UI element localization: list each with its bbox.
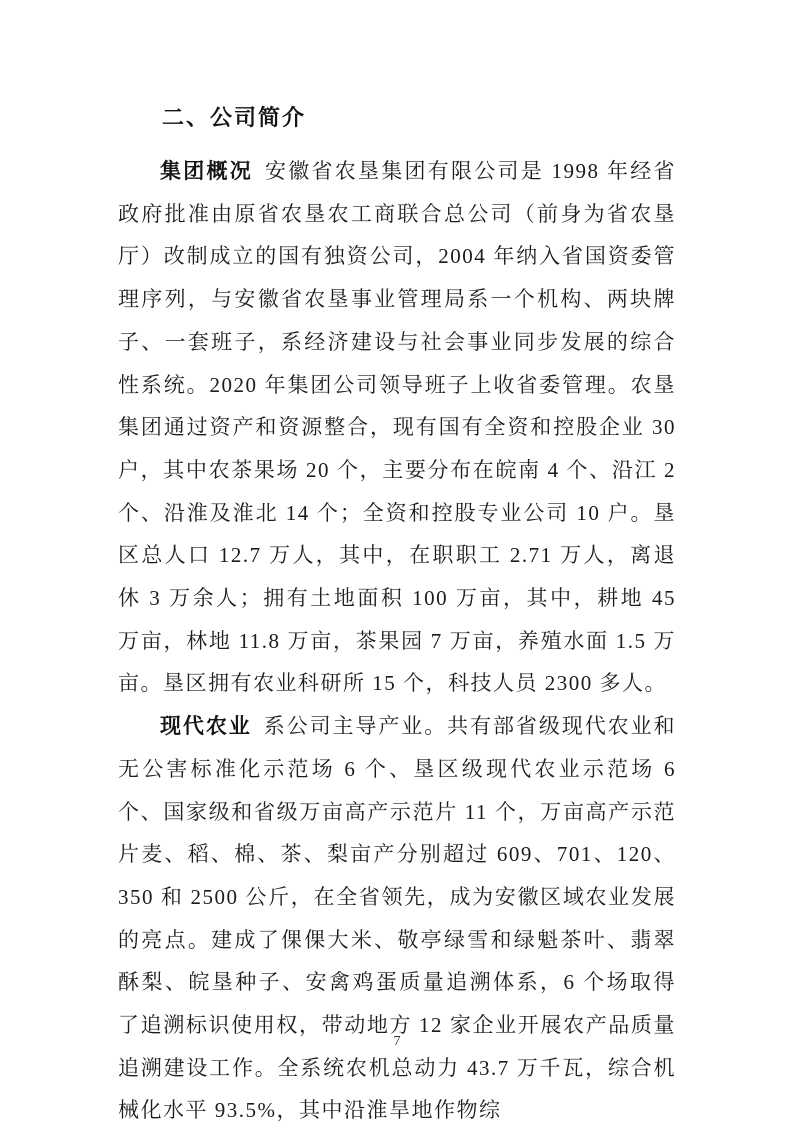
section-title: 二、公司简介 [162,106,307,131]
paragraph-group-overview [118,150,676,705]
paragraph-lead-group-overview: 集团概况 [160,159,253,183]
paragraph-text-group-overview: 安徽省农垦集团有限公司是 1998 年经省政府批准由原省农垦农工商联合总公司（前身为省农垦厅）改制成立的国有独资公司，2004 年纳入省国资委管理序列，与安徽省农垦事业管理局系一个机构、两块牌子、一套班子，系经济建设与社会事业同步发展的综合性系统。2020 年集团公司领导班子上收省委管理。农垦集团通过资产和资源整合，现有国有全资和控股企业 30 户，其中农茶果场 20 个，主要分布在皖南 4 个、沿江 2 个、沿淮及淮北 14 个；全资和控股专业公司 10 户。垦区总人口 12.7 万人，其中，在职职工 2.71 万人，离退休 3 万余人；拥有土地面积 100 万亩，其中，耕地 45 万亩，林地 11.8 万亩，茶果园 7 万亩，养殖水面 1.5 万亩。垦区拥有农业科研所 15 个，科技人员 2300 多人。 [118,159,676,696]
paragraph-modern-agriculture [118,705,676,1122]
paragraph-lead-modern-agriculture: 现代农业 [160,714,252,739]
page-number: 7 [393,1034,401,1049]
paragraph-text-modern-agriculture: 系公司主导产业。共有部省级现代农业和无公害标准化示范场 6 个、垦区级现代农业示范场 6 个、国家级和省级万亩高产示范片 11 个，万亩高产示范片麦、稻、棉、茶、梨亩产分别超过 609、701、120、350 和 2500 公斤，在全省领先，成为安徽区域农业发展的亮点。建成了倮倮大米、敬亭绿雪和绿魁茶叶、翡翠酥梨、皖垦种子、安禽鸡蛋质量追溯体系，6 个场取得了追溯标识使用权，带动地方 12 家企业开展农产品质量追溯建设工作。全系统农机总动力 43.7 万千瓦，综合机械化水平 93.5%，其中沿淮旱地作物综 [118,714,677,1122]
document-content [118,97,676,1122]
